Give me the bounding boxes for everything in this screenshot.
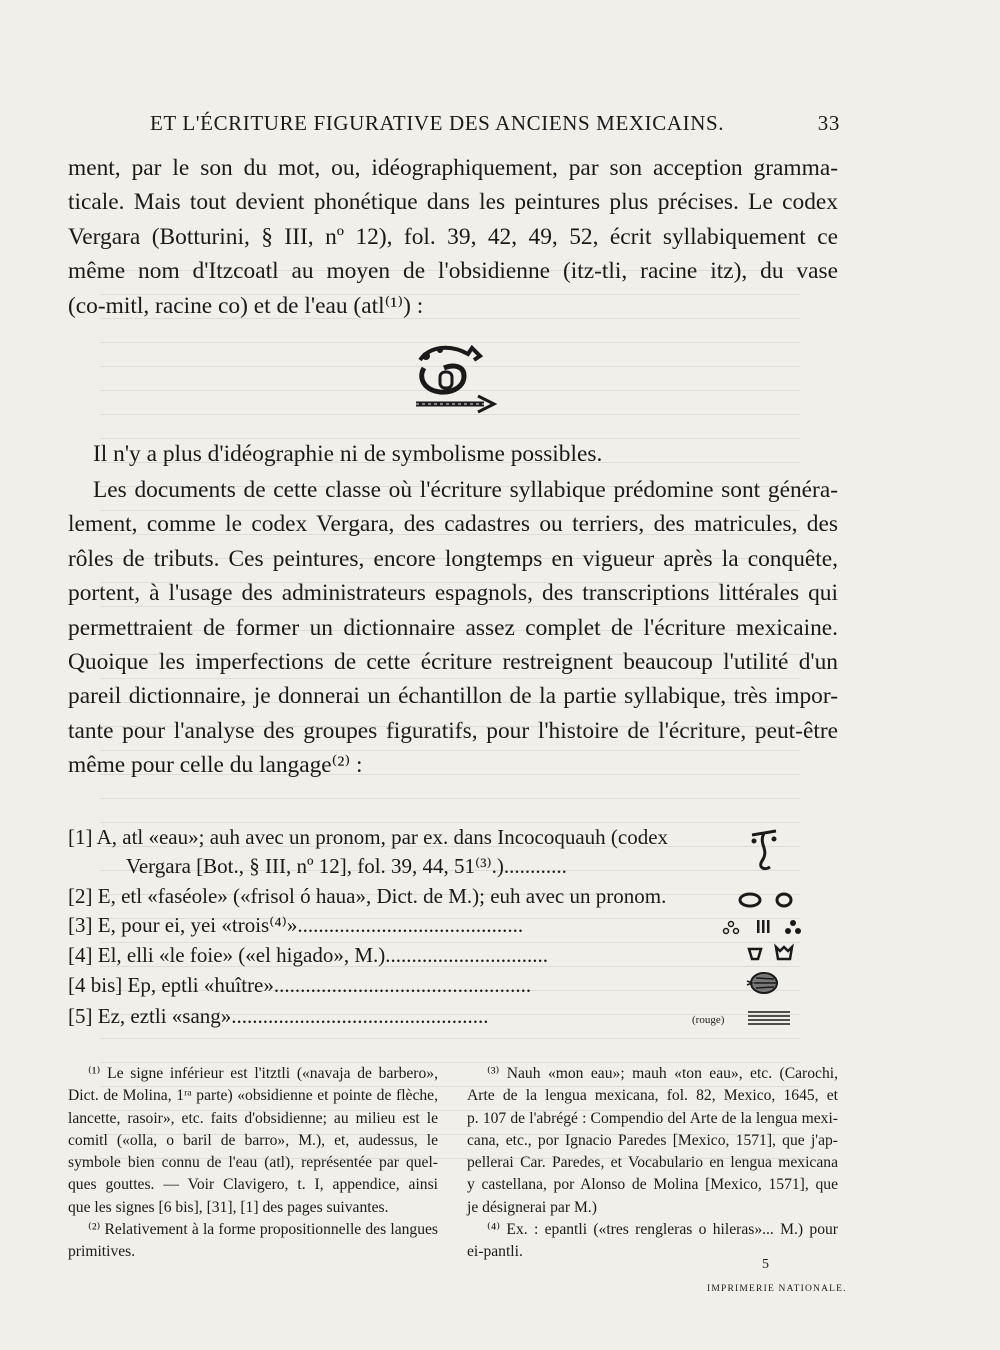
text-line: lement, comme le codex Vergara, des cadastres ou terriers, des matricules, des	[68, 511, 838, 538]
footnote-line: je désignerai par M.)	[467, 1198, 597, 1216]
entry-text: [2] E, etl «faséole» («frisol ó haua», Dict. de M.); euh avec un pronom.	[68, 884, 667, 908]
entry-text: Vergara [Bot., § III, nº 12], fol. 39, 44, 51⁽³⁾.)............	[126, 854, 567, 878]
text-line: ticale. Mais tout devient phonétique dans les peintures plus précises. Le codex	[68, 189, 838, 216]
page-number: 33	[817, 111, 840, 135]
footnote-line: Arte de la lengua mexicana, fol. 82, Mexico, 1645, et	[467, 1087, 838, 1105]
text-line: même nom d'Itzcoatl au moyen de l'obsidienne (itz-tli, racine itz), du vase	[68, 258, 838, 285]
bean-glyph-icon	[738, 888, 798, 916]
footnote-line: cana, etc., por Ignacio Paredes [Mexico, 1571], que j'ap-	[467, 1131, 838, 1149]
footnote-line: comitl («olla, o baril de barro», M.), et, audessus, le	[68, 1131, 438, 1149]
entry-text: [4 bis] Ep, eptli «huître».................................................	[68, 973, 532, 997]
oyster-glyph-icon	[744, 969, 780, 1004]
itzcoatl-glyph-figure	[410, 338, 500, 418]
footnote-line: lancette, rasoir», etc. faits d'obsidienne; au milieu est le	[68, 1109, 438, 1127]
itzcoatl-glyph-icon	[410, 338, 500, 418]
paragraph-3	[68, 473, 838, 783]
footnote-line: ⁽²⁾ Relativement à la forme propositionnelle des langues	[88, 1221, 438, 1239]
footnote-line: symbole bien connu de l'eau (atl), représentée par quel-	[68, 1154, 438, 1172]
text-line: Vergara (Botturini, § III, nº 12), fol. 39, 42, 49, 52, écrit syllabiquement ce	[68, 223, 838, 250]
text-line: rôles de tributs. Ces peintures, encore longtemps en vigueur après la conquête,	[68, 545, 838, 572]
text-line: Les documents de cette classe où l'écriture syllabique prédomine sont généra-	[93, 477, 838, 503]
footnote-line: ⁽¹⁾ Le signe inférieur est l'itztli («navaja de barbero»,	[88, 1065, 438, 1082]
footnotes-left-column	[68, 1063, 438, 1264]
signature-mark: 5	[762, 1257, 769, 1272]
footnote-line: Dict. de Molina, 1ʳᵃ parte) «obsidienne et pointe de flèche,	[68, 1087, 438, 1105]
text-line: pareil dictionnaire, je donnerai un échantillon de la partie syllabique, très impor-	[68, 683, 838, 710]
entry-text: [1] A, atl «eau»; auh avec un pronom, par ex. dans Incocoquauh (codex	[68, 825, 669, 849]
color-note: (rouge)	[692, 1014, 725, 1026]
footnote-line: pellerai Car. Paredes, et Vocabulario en lengua mexicana	[467, 1154, 838, 1172]
paragraph-2	[68, 437, 838, 471]
footnote-line: y castellana, por Alonso de Molina [Mexico, 1571], que	[467, 1176, 838, 1194]
entry-text: [3] E, pour ei, yei «trois⁽⁴⁾»...........................................	[68, 913, 524, 937]
text-line: (co-mitl, racine co) et de l'eau (atl⁽¹⁾) :	[68, 292, 424, 319]
entry-text: [4] El, elli «le foie» («el higado», M.)...............................	[68, 943, 548, 967]
footnote-line: ⁽⁴⁾ Ex. : epantli («tres rengleras o hileras»... M.) pour	[487, 1221, 838, 1239]
text-line: portent, à l'usage des administrateurs espagnols, des transcriptions littérales qui	[68, 580, 838, 607]
footnote-line: que les signes [6 bis], [31], [1] des pages suivantes.	[68, 1198, 389, 1216]
text-line: ment, par le son du mot, ou, idéographiquement, par son acception gramma-	[68, 155, 838, 181]
text-line: Il n'y a plus d'idéographie ni de symbolisme possibles.	[93, 441, 603, 467]
blood-glyph-icon	[746, 1006, 792, 1034]
three-dots-glyph-icon	[722, 915, 802, 944]
running-title: ET L'ÉCRITURE FIGURATIVE DES ANCIENS MEXICAINS.	[150, 111, 725, 135]
footnote-line: primitives.	[68, 1243, 136, 1261]
imprint-line: IMPRIMERIE NATIONALE.	[707, 1284, 847, 1294]
footnote-line: ⁽³⁾ Nauh «mon eau»; mauh «ton eau», etc. (Carochi,	[487, 1065, 838, 1082]
footnote-line: p. 107 de l'abrégé : Compendio del Arte de la lengua mexi-	[467, 1109, 838, 1127]
water-glyph-icon	[748, 827, 780, 880]
text-line: Quoique les imperfections de cette écriture restreignent beaucoup l'utilité d'un	[68, 649, 838, 676]
footnote-line: ei-pantli.	[467, 1243, 523, 1261]
footnotes-right-column	[467, 1063, 838, 1264]
liver-glyph-icon	[746, 943, 796, 972]
text-line: même pour celle du langage⁽²⁾ :	[68, 752, 363, 779]
text-line: tante pour l'analyse des groupes figuratifs, pour l'histoire de l'écriture, peut-être	[68, 717, 838, 744]
text-line: permettraient de former un dictionnaire assez complet de l'écriture mexicaine.	[68, 614, 838, 641]
paragraph-1	[68, 151, 838, 323]
entry-text: [5] Ez, eztli «sang».................................................	[68, 1004, 489, 1028]
running-header	[150, 111, 840, 136]
footnote-line: ques gouttes. — Voir Clavigero, t. I, appendice, ainsi	[68, 1176, 438, 1194]
